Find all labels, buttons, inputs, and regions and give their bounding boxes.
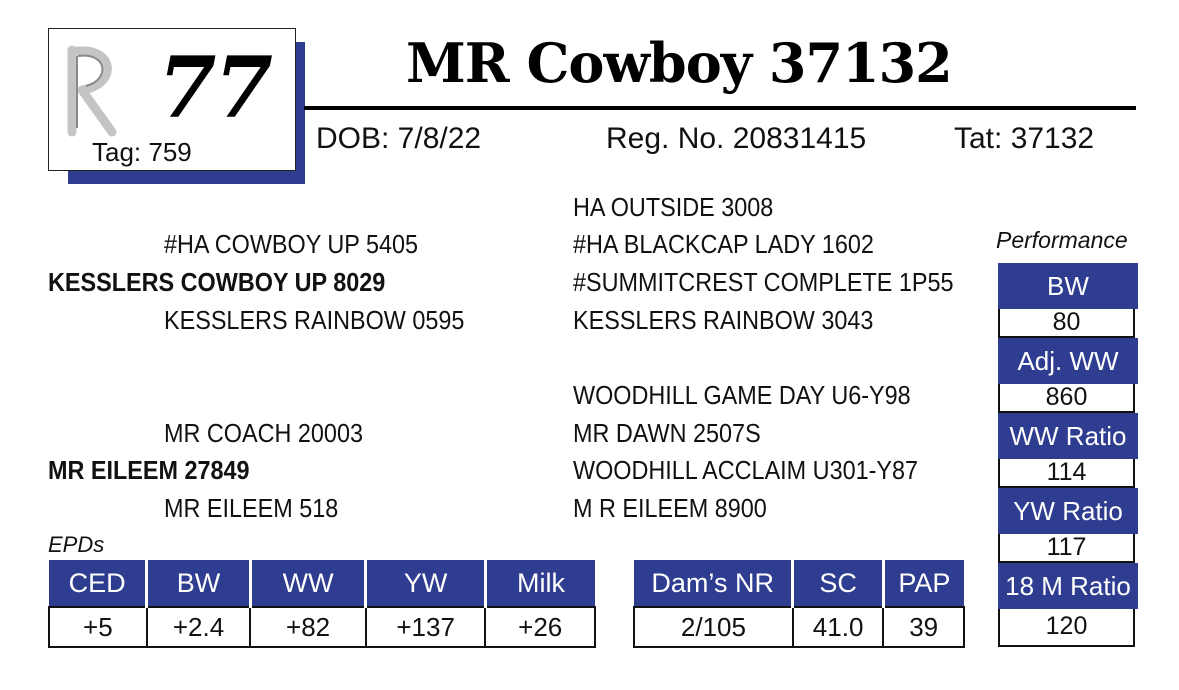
lot-number: 77 [158, 38, 271, 137]
pedigree-dam-sire: MR COACH 20003 [164, 418, 363, 448]
dam-header-sc: SC [793, 560, 883, 607]
pedigree-sire-sire-sire: HA OUTSIDE 3008 [573, 192, 774, 222]
performance-yw-ratio-value: 117 [998, 534, 1135, 563]
animal-name-title: MR Cowboy 37132 [406, 31, 952, 95]
epd-header-row [49, 560, 595, 607]
performance-label: Performance [996, 227, 1128, 253]
epd-value-row [49, 607, 595, 647]
pedigree-dam-sire-dam: MR DAWN 2507S [573, 418, 761, 448]
epd-value-ced: +5 [49, 607, 147, 647]
epd-value-ww: +82 [250, 607, 366, 647]
dob-text: DOB: 7/8/22 [316, 122, 482, 155]
epd-value-bw: +2.4 [147, 607, 251, 647]
pedigree-dam-dam-sire: WOODHILL ACCLAIM U301-Y87 [573, 455, 919, 485]
performance-bw-header: BW [998, 263, 1138, 309]
epd-value-yw: +137 [366, 607, 486, 647]
dam-header-nr: Dam’s NR [634, 560, 793, 607]
pedigree-sire-dam-dam: KESSLERS RAINBOW 3043 [573, 305, 874, 335]
pedigree-dam-sire-sire: WOODHILL GAME DAY U6-Y98 [573, 380, 911, 410]
epd-header-milk: Milk [485, 560, 595, 607]
title-divider [304, 106, 1136, 110]
pedigree-sire: KESSLERS COWBOY UP 8029 [48, 267, 386, 297]
dam-stats-value-row [634, 607, 964, 647]
tattoo-text: Tat: 37132 [954, 122, 1095, 155]
pedigree-sire-dam-sire: #SUMMITCREST COMPLETE 1P55 [573, 267, 954, 297]
performance-18m-ratio-value: 120 [998, 609, 1135, 647]
performance-18m-ratio-header: 18 M Ratio [998, 563, 1138, 609]
dam-value-nr: 2/105 [634, 607, 793, 647]
performance-bw-value: 80 [998, 309, 1135, 338]
epd-header-yw: YW [366, 560, 486, 607]
pedigree-sire-sire: #HA COWBOY UP 5405 [164, 229, 419, 259]
epd-value-milk: +26 [485, 607, 595, 647]
tag-number: Tag: 759 [92, 137, 192, 167]
pedigree-sire-dam: KESSLERS RAINBOW 0595 [164, 305, 465, 335]
pedigree-dam-dam-dam: M R EILEEM 8900 [573, 493, 767, 523]
dam-value-pap: 39 [883, 607, 964, 647]
performance-adj-ww-header: Adj. WW [998, 338, 1138, 384]
epd-header-bw: BW [147, 560, 251, 607]
performance-adj-ww-value: 860 [998, 384, 1135, 413]
performance-ww-ratio-value: 114 [998, 459, 1135, 488]
pedigree-sire-sire-dam: #HA BLACKCAP LADY 1602 [573, 229, 874, 259]
pedigree-dam-dam: MR EILEEM 518 [164, 493, 339, 523]
dam-header-pap: PAP [883, 560, 964, 607]
epd-header-ww: WW [250, 560, 366, 607]
brand-logo [58, 40, 130, 140]
epds-label: EPDs [48, 532, 105, 557]
pedigree-dam: MR EILEEM 27849 [48, 455, 250, 485]
epd-header-ced: CED [49, 560, 147, 607]
performance-ww-ratio-header: WW Ratio [998, 413, 1138, 459]
performance-yw-ratio-header: YW Ratio [998, 488, 1138, 534]
dam-value-sc: 41.0 [793, 607, 883, 647]
dam-stats-header-row [634, 560, 964, 607]
epd-table [48, 560, 596, 648]
registration-number: Reg. No. 20831415 [606, 122, 867, 155]
dam-stats-table [633, 560, 965, 648]
